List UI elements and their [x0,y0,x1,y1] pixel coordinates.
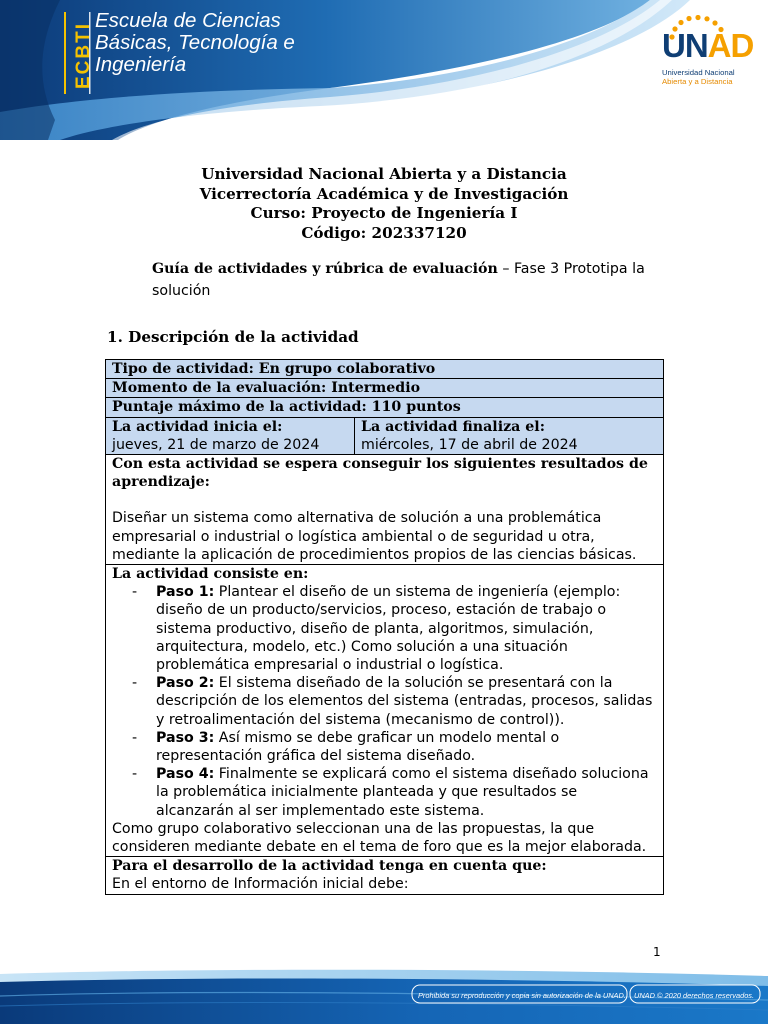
rights-reserved-notice: UNAD © 2020 derechos reservados. [634,991,755,1000]
development-notes-heading: Para el desarrollo de la actividad tenga en cuenta que: [112,858,547,875]
end-date-cell [355,417,664,454]
group-instructions-text: Como grupo colaborativo seleccionan una de las propuestas, la que consideren mediante debate en el tema de foro que es la mejor elaborada. [112,820,647,856]
evaluation-moment-cell: Momento de la evaluación: Intermedio [106,379,664,398]
title-vice-rectory: Vicerrectoría Académica y de Investigación [199,184,569,203]
activity-description-table [105,359,664,895]
school-name-line: Ingeniería [95,53,187,76]
logo-wordmark: UNAD [662,27,754,64]
steps-list [112,583,657,820]
document-title-block [100,165,668,243]
title-university: Universidad Nacional Abierta y a Distancia [201,165,567,183]
development-notes-cell [106,857,664,894]
section-heading: 1. Descripción de la actividad [107,328,359,346]
guide-title [152,259,672,302]
title-course: Curso: Proyecto de Ingeniería I [250,204,518,222]
table-row [106,417,664,454]
school-name-line: Básicas, Tecnología e [95,31,295,54]
guide-title-bold: Guía de actividades y rúbrica de evaluación [152,261,498,277]
development-notes-text: En el entorno de Información inicial debe: [112,876,409,893]
activity-consists-cell [106,565,664,857]
start-date-cell [106,417,355,454]
list-bullet: - [132,584,138,601]
school-name [95,10,295,76]
learning-outcomes-text: Diseñar un sistema como alternativa de solución a una problemática empresarial o industrial o logística ambiental o de seguridad u otra, mediante la aplicación de procedimientos propios de las ciencias básicas. [112,510,637,563]
table-row [106,379,664,398]
copyright-notice: Prohibida su reproducción y copia sin autorización de la UNAD. [418,991,626,1000]
list-item: - Paso 3: Así mismo se debe graficar un modelo mental o representación gráfica del sistema diseñado. [132,729,560,765]
unad-logo [660,15,760,90]
max-score-cell: Puntaje máximo de la actividad: 110 puntos [106,398,664,417]
end-date-label: La actividad finaliza el: [361,418,545,435]
end-date-value: miércoles, 17 de abril de 2024 [361,436,578,453]
start-date-value: jueves, 21 de marzo de 2024 [112,436,320,453]
table-row [106,360,664,379]
activity-consists-heading: La actividad consiste en: [112,566,309,583]
title-code: Código: 202337120 [301,223,467,242]
table-row [106,857,664,894]
list-item: - Paso 1: Plantear el diseño de un sistema de ingeniería (ejemplo: diseño de un producto/servicios, proceso, estación de trabajo o sistema productivo, diseño de planta, algoritmos, simulación, arquitectura, modelo, etc.) Como solución a una situación problemática empresarial o industrial o logística. [132,584,621,674]
start-date-label: La actividad inicia el: [112,418,283,435]
table-row [106,398,664,417]
logo-university-name: Universidad Nacional Abierta y a Distancia [662,68,735,86]
learning-outcomes-cell [106,455,664,565]
guide-title-phase: – Fase 3 Prototipa la solución [152,261,645,299]
table-row [106,455,664,565]
list-bullet: - [132,729,138,746]
list-item: - Paso 4: Finalmente se explicará como el sistema diseñado soluciona la problemática inicialmente planteada y que resultados se alcanzarán al ser implementado este sistema. [132,766,649,819]
school-name-line: Escuela de Ciencias [95,9,281,32]
table-row [106,565,664,857]
list-bullet: - [132,675,138,692]
ecbti-vertical-label: ECBTI [73,22,94,90]
learning-outcomes-heading: Con esta actividad se espera conseguir los siguientes resultados de aprendizaje: [112,456,648,491]
activity-type-cell: Tipo de actividad: En grupo colaborativo [106,360,664,379]
list-bullet: - [132,766,138,783]
list-item: - Paso 2: El sistema diseñado de la solución se presentará con la descripción de los elementos del sistema (entradas, procesos, salidas y retroalimentación del sistema (mecanismo de control)). [132,675,653,728]
page-number: 1 [653,945,661,959]
